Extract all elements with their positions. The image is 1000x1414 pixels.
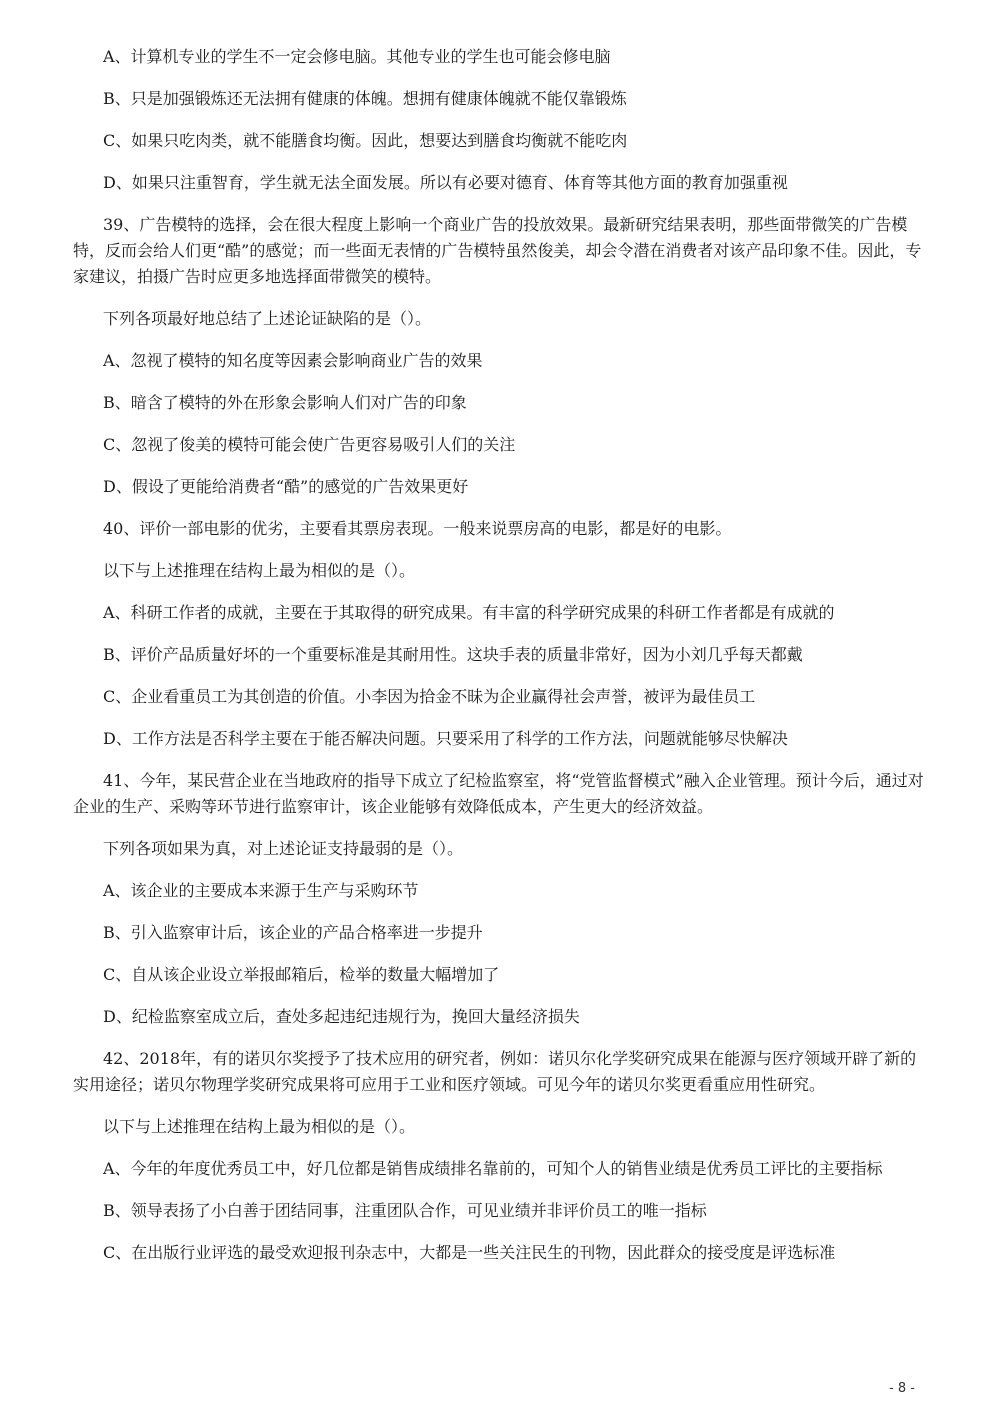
answer-option: A、计算机专业的学生不一定会修电脑。其他专业的学生也可能会修电脑 [103, 47, 611, 66]
question-prompt: 以下与上述推理在结构上最为相似的是（）。 [103, 561, 416, 580]
answer-option: D、假设了更能给消费者“酷”的感觉的广告效果更好 [103, 477, 469, 496]
answer-option: C、如果只吃肉类，就不能膳食均衡。因此，想要达到膳食均衡就不能吃肉 [103, 131, 628, 150]
answer-option: B、领导表扬了小白善于团结同事，注重团队合作，可见业绩并非评价员工的唯一指标 [103, 1201, 707, 1220]
answer-option: C、企业看重员工为其创造的价值。小李因为拾金不昧为企业赢得社会声誉，被评为最佳员工 [103, 687, 756, 706]
question-stem: 41、今年，某民营企业在当地政府的指导下成立了纪检监察室，将“党管监督模式”融入企业管理。预计今后，通过对企业的生产、采购等环节进行监察审计，该企业能够有效降低成本，产生更大的经济效益。 [73, 771, 924, 816]
answer-option: D、纪检监察室成立后，查处多起违纪违规行为，挽回大量经济损失 [103, 1007, 580, 1026]
answer-option: D、如果只注重智育，学生就无法全面发展。所以有必要对德育、体育等其他方面的教育加强重视 [103, 173, 788, 192]
answer-option: A、该企业的主要成本来源于生产与采购环节 [103, 881, 419, 900]
page-number: - 8 - [889, 1381, 915, 1396]
answer-option: B、引入监察审计后，该企业的产品合格率进一步提升 [103, 923, 483, 942]
answer-option: B、暗含了模特的外在形象会影响人们对广告的印象 [103, 393, 467, 412]
answer-option: A、今年的年度优秀员工中，好几位都是销售成绩排名靠前的，可知个人的销售业绩是优秀员工评比的主要指标 [103, 1159, 883, 1178]
question-prompt: 以下与上述推理在结构上最为相似的是（）。 [103, 1117, 416, 1136]
answer-option: A、忽视了模特的知名度等因素会影响商业广告的效果 [103, 351, 483, 370]
question-prompt: 下列各项如果为真，对上述论证支持最弱的是（）。 [103, 839, 464, 858]
answer-option: C、自从该企业设立举报邮箱后，检举的数量大幅增加了 [103, 965, 500, 984]
answer-option: C、忽视了俊美的模特可能会使广告更容易吸引人们的关注 [103, 435, 516, 454]
answer-option: A、科研工作者的成就，主要在于其取得的研究成果。有丰富的科学研究成果的科研工作者都是有成就的 [103, 603, 835, 622]
question-stem: 40、评价一部电影的优劣，主要看其票房表现。一般来说票房高的电影，都是好的电影。 [103, 519, 732, 538]
answer-option: B、只是加强锻炼还无法拥有健康的体魄。想拥有健康体魄就不能仅靠锻炼 [103, 89, 627, 108]
answer-option: C、在出版行业评选的最受欢迎报刊杂志中，大都是一些关注民生的刊物，因此群众的接受度是评选标准 [103, 1243, 836, 1262]
question-stem: 42、2018年，有的诺贝尔奖授予了技术应用的研究者，例如：诺贝尔化学奖研究成果在能源与医疗领域开辟了新的实用途径；诺贝尔物理学奖研究成果将可应用于工业和医疗领域。可见今年的诺贝尔奖更看重应用性研究。 [73, 1049, 917, 1094]
answer-option: B、评价产品质量好坏的一个重要标准是其耐用性。这块手表的质量非常好，因为小刘几乎每天都戴 [103, 645, 803, 664]
document-body [73, 44, 931, 1282]
question-prompt: 下列各项最好地总结了上述论证缺陷的是（）。 [103, 309, 432, 328]
question-stem: 39、广告模特的选择，会在很大程度上影响一个商业广告的投放效果。最新研究结果表明，那些面带微笑的广告模特，反而会给人们更“酷”的感觉；而一些面无表情的广告模特虽然俊美，却会令潜在消费者对该产品印象不佳。因此，专家建议，拍摄广告时应更多地选择面带微笑的模特。 [73, 215, 922, 286]
answer-option: D、工作方法是否科学主要在于能否解决问题。只要采用了科学的工作方法，问题就能够尽快解决 [103, 729, 788, 748]
